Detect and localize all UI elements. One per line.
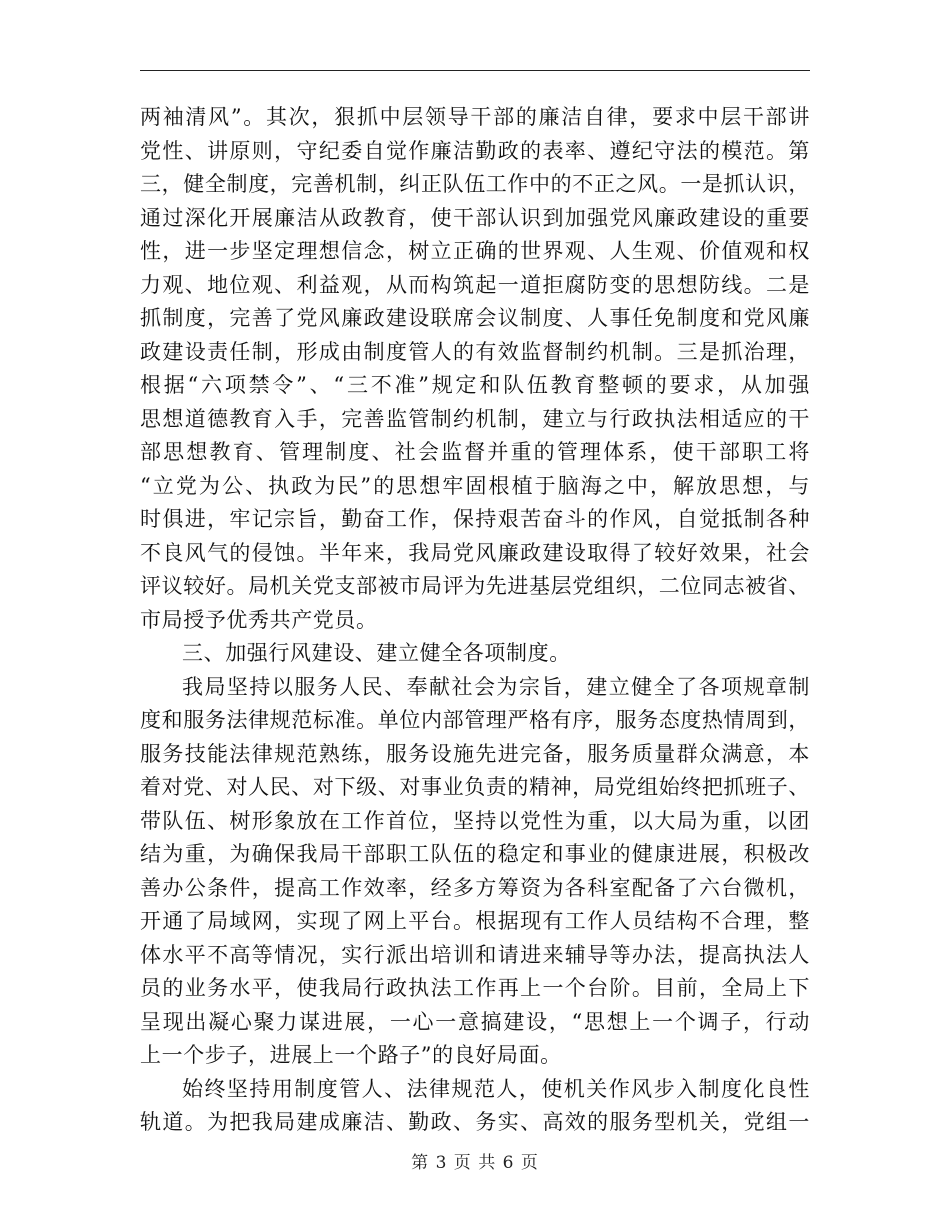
text-line: 度和服务法律规范标准。单位内部管理严格有序，服务态度热情周到， <box>140 708 810 732</box>
text-line: 力观、地位观、利益观，从而构筑起一道拒腐防变的思想防线。二是 <box>140 272 810 297</box>
text-line: 通过深化开展廉洁从政教育，使干部认识到加强党风廉政建设的重要 <box>140 205 810 230</box>
text-line: 员的业务水平，使我局行政执法工作再上一个台阶。目前，全局上下 <box>140 976 810 1000</box>
text-line: 服务技能法律规范熟练，服务设施先进完备，服务质量群众满意，本 <box>140 741 810 766</box>
text-line: 善办公条件，提高工作效率，经多方筹资为各科室配备了六台微机， <box>140 875 810 900</box>
text-line: 开通了局域网，实现了网上平台。根据现有工作人员结构不合理，整 <box>140 909 810 933</box>
text-line: 带队伍、树形象放在工作首位，坚持以党性为重，以大局为重，以团 <box>140 808 810 833</box>
text-line: 根据“六项禁令”、“三不准”规定和队伍教育整顿的要求，从加强 <box>140 373 810 397</box>
text-line-paragraph-start: 我局坚持以服务人民、奉献社会为宗旨，建立健全了各项规章制 <box>182 674 810 699</box>
text-line: 呈现出凝心聚力谋进展，一心一意搞建设，“思想上一个调子，行动 <box>140 1009 810 1034</box>
text-line: 评议较好。局机关党支部被市局评为先进基层党组织，二位同志被省、 <box>140 574 810 598</box>
text-line: 两袖清风”。其次，狠抓中层领导干部的廉洁自律，要求中层干部讲 <box>140 105 810 129</box>
text-line: 思想道德教育入手，完善监管制约机制，建立与行政执法相适应的干 <box>140 406 810 431</box>
text-line: 政建设责任制，形成由制度管人的有效监督制约机制。三是抓治理， <box>140 339 810 364</box>
text-line: 抓制度，完善了党风廉政建设联席会议制度、人事任免制度和党风廉 <box>140 306 810 330</box>
text-line: 体水平不高等情况，实行派出培训和请进来辅导等办法，提高执法人 <box>140 942 810 967</box>
text-line-paragraph-end: 上一个步子，进展上一个路子”的良好局面。 <box>140 1043 562 1067</box>
header-rule <box>140 70 810 71</box>
text-line: 部思想教育、管理制度、社会监督并重的管理体系，使干部职工将 <box>140 440 810 464</box>
text-line: 党性、讲原则，守纪委自觉作廉洁勤政的表率、遵纪守法的模范。第 <box>140 138 810 163</box>
text-line: 性，进一步坚定理想信念，树立正确的世界观、人生观、价值观和权 <box>140 239 810 263</box>
text-line-paragraph-end: 市局授予优秀共产党员。 <box>140 607 378 632</box>
text-line: 着对党、对人民、对下级、对事业负责的精神，局党组始终把抓班子、 <box>140 775 810 799</box>
section-heading: 三、加强行风建设、建立健全各项制度。 <box>182 641 571 665</box>
text-line: 结为重，为确保我局干部职工队伍的稳定和事业的健康进展，积极改 <box>140 842 810 866</box>
text-line: “立党为公、执政为民”的思想牢固根植于脑海之中，解放思想，与 <box>140 473 810 498</box>
body-text <box>140 101 810 1140</box>
text-line: 轨道。为把我局建成廉洁、勤政、务实、高效的服务型机关，党组一 <box>140 1110 810 1134</box>
text-line: 时俱进，牢记宗旨，勤奋工作，保持艰苦奋斗的作风，自觉抵制各种 <box>140 507 810 531</box>
text-line: 不良风气的侵蚀。半年来，我局党风廉政建设取得了较好效果，社会 <box>140 540 810 565</box>
page-number-footer: 第 3 页 共 6 页 <box>411 1153 539 1173</box>
text-line-paragraph-start: 始终坚持用制度管人、法律规范人，使机关作风步入制度化良性 <box>182 1076 810 1101</box>
text-line: 三，健全制度，完善机制，纠正队伍工作中的不正之风。一是抓认识， <box>140 172 810 196</box>
